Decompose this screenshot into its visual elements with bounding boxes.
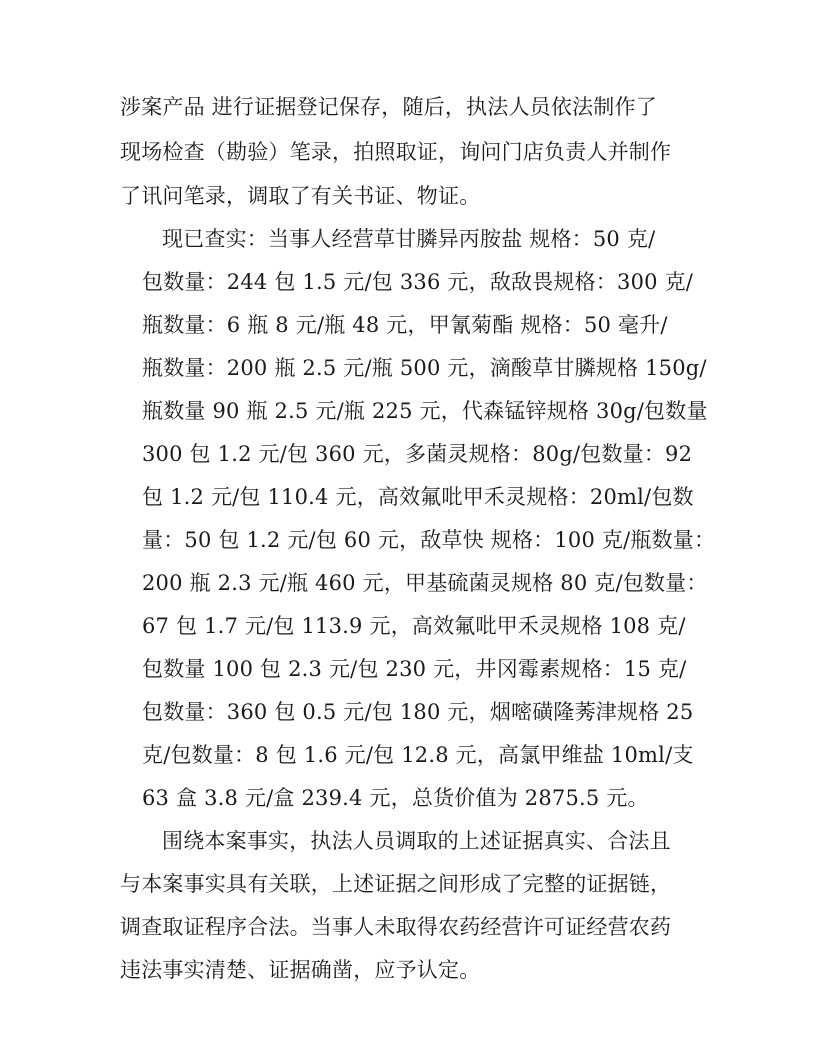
text-line: 与本案事实具有关联，上述证据之间形成了完整的证据链， [120, 872, 672, 896]
text-line: 克/包数量：8 包 1.6 元/包 12.8 元，高氯甲维盐 10ml/支 [142, 743, 694, 767]
text-line: 200 瓶 2.3 元/瓶 460 元，甲基硫菌灵规格 80 克/包数量： [142, 571, 708, 595]
text-line: 瓶数量：200 瓶 2.5 元/瓶 500 元，滴酸草甘膦规格 150g/ [142, 356, 707, 380]
text-line: 涉案产品 进行证据登记保存，随后，执法人员依法制作了 [120, 95, 657, 119]
text-line: 瓶数量 90 瓶 2.5 元/瓶 225 元，代森锰锌规格 30g/包数量 [142, 399, 708, 423]
text-line: 300 包 1.2 元/包 360 元，多菌灵规格：80g/包数量：92 [142, 442, 693, 466]
text-line: 63 盒 3.8 元/盒 239.4 元，总货价值为 2875.5 元。 [142, 786, 649, 810]
text-line: 量：50 包 1.2 元/包 60 元，敌草快 规格：100 克/瓶数量： [142, 528, 716, 552]
text-line: 违法事实清楚、证据确凿，应予认定。 [120, 958, 481, 982]
text-line: 包 1.2 元/包 110.4 元，高效氟吡甲禾灵规格：20ml/包数 [142, 485, 694, 509]
text-line: 瓶数量：6 瓶 8 元/瓶 48 元，甲氰菊酯 规格：50 毫升/ [142, 313, 668, 337]
text-line: 包数量：360 包 0.5 元/包 180 元，烟嘧磺隆莠津规格 25 [142, 700, 694, 724]
text-line: 包数量 100 包 2.3 元/包 230 元，井冈霉素规格：15 克/ [142, 657, 687, 681]
text-line: 围绕本案事实，执法人员调取的上述证据真实、合法且 [162, 829, 671, 853]
text-line: 现已查实：当事人经营草甘膦异丙胺盐 规格：50 克/ [162, 227, 656, 251]
text-line: 了讯问笔录，调取了有关书证、物证。 [120, 184, 481, 208]
text-line: 67 包 1.7 元/包 113.9 元，高效氟吡甲禾灵规格 108 克/ [142, 614, 686, 638]
text-line: 包数量：244 包 1.5 元/包 336 元，敌敌畏规格：300 克/ [142, 270, 694, 294]
text-line: 调查取证程序合法。当事人未取得农药经营许可证经营农药 [120, 915, 672, 939]
text-line: 现场检查（勘验）笔录，拍照取证，询问门店负责人并制作 [120, 140, 672, 164]
